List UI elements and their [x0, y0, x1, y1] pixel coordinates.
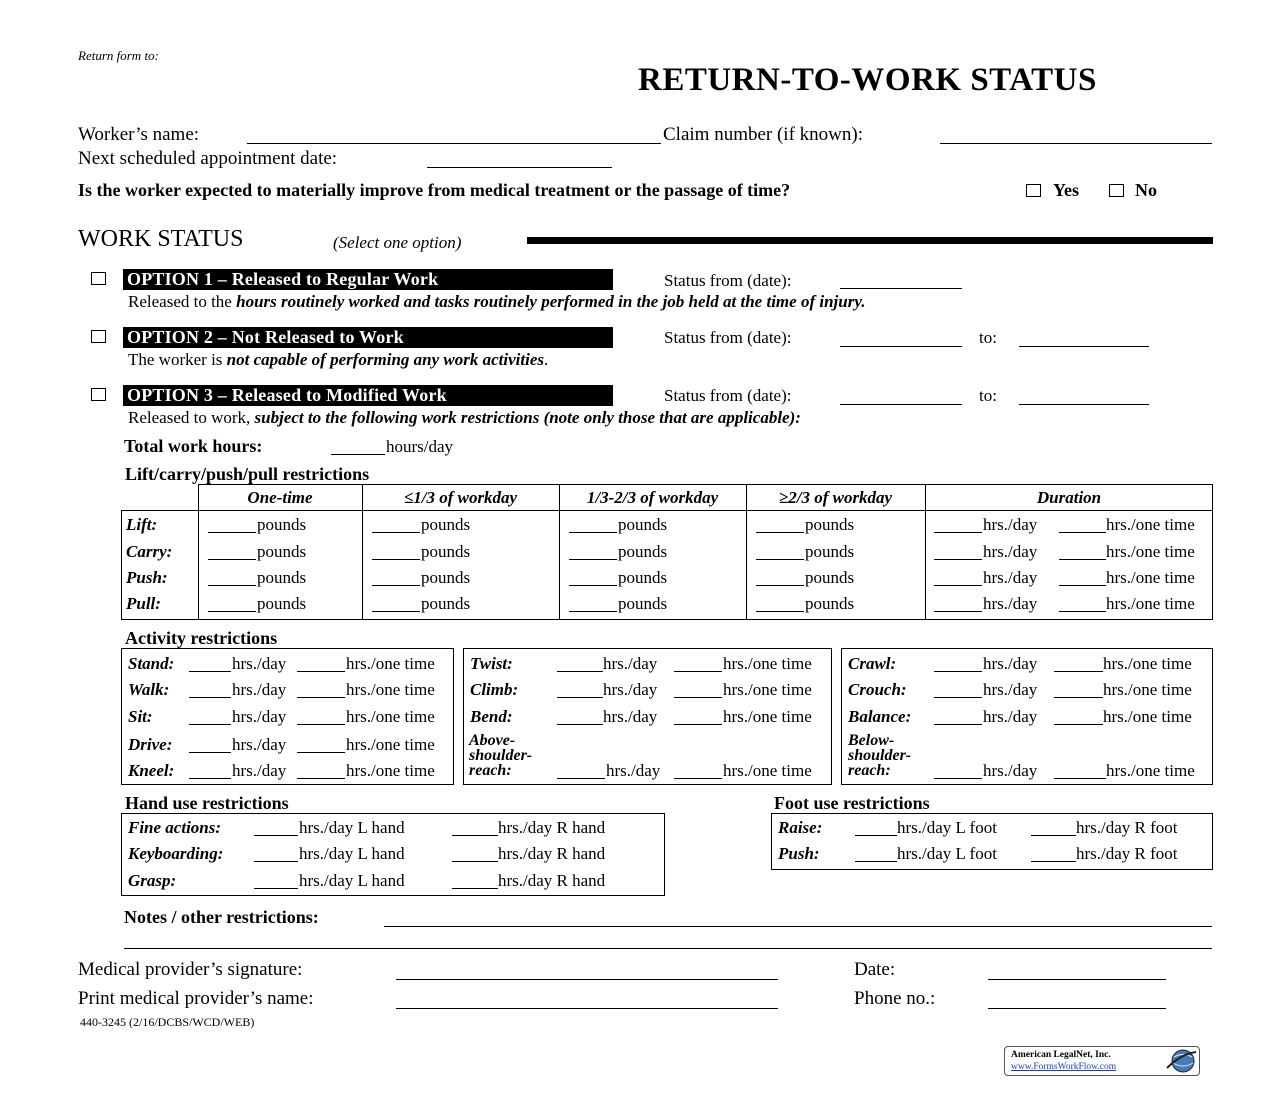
lift-column-header: ≤1/3 of workday	[403, 488, 518, 507]
lift-pounds-field[interactable]	[208, 611, 256, 612]
lift-pounds-field[interactable]	[569, 585, 617, 586]
option3-status-from-label: Status from (date):	[664, 386, 792, 405]
activity-hours-day-unit: hrs./day	[983, 680, 1038, 699]
hand-right-unit: hrs./day R hand	[498, 818, 606, 837]
notes-field-line2[interactable]	[124, 948, 1212, 949]
foot-heading: Foot use restrictions	[774, 793, 930, 813]
option1-status-from-label: Status from (date):	[664, 271, 792, 290]
foot-left-unit: hrs./day L foot	[897, 818, 997, 837]
lift-hours-onetime-field[interactable]	[1059, 611, 1106, 612]
above-shoulder-reach-label: reach:	[469, 762, 512, 779]
hand-row-label: Grasp:	[128, 871, 177, 890]
lift-column-header: Duration	[1036, 488, 1102, 507]
activity-hours-day-field[interactable]	[934, 724, 982, 725]
lift-pounds-field[interactable]	[569, 532, 617, 533]
phone-field[interactable]	[988, 1008, 1166, 1009]
activity-hours-day-field[interactable]	[189, 697, 231, 698]
hand-row-label: Fine actions:	[128, 818, 222, 837]
american-legalnet-logo	[1004, 1046, 1200, 1076]
foot-right-unit: hrs./day R foot	[1076, 844, 1178, 863]
option2-header: OPTION 2 – Not Released to Work	[123, 327, 613, 348]
activity-row-label: Bend:	[470, 707, 513, 726]
activity-hours-onetime-field[interactable]	[297, 752, 345, 753]
activity-hours-onetime-unit: hrs./one time	[346, 654, 435, 673]
signature-field[interactable]	[396, 979, 778, 980]
below-shoulder-reach-label: shoulder-	[848, 747, 912, 764]
activity-hours-onetime-field[interactable]	[297, 671, 345, 672]
lift-hours-onetime-field[interactable]	[1059, 585, 1106, 586]
lift-pounds-unit: pounds	[421, 594, 471, 613]
work-status-rule	[527, 237, 1213, 244]
lift-pounds-field[interactable]	[756, 532, 804, 533]
lift-pounds-field[interactable]	[208, 532, 256, 533]
lift-pounds-unit: pounds	[257, 594, 307, 613]
activity-hours-day-field[interactable]	[189, 778, 231, 779]
worker-name-field[interactable]	[247, 143, 661, 144]
activity-hours-onetime-unit: hrs./one time	[346, 735, 435, 754]
activity-hours-day-field[interactable]	[934, 778, 982, 779]
activity-hours-day-unit: hrs./day	[983, 654, 1038, 673]
return-form-to-label: Return form to:	[78, 48, 159, 63]
activity-hours-onetime-field[interactable]	[674, 724, 722, 725]
option1-description: Released to the hours routinely worked and tasks routinely performed in the job held at the time of injury.	[128, 292, 866, 311]
phone-label: Phone no.:	[854, 988, 936, 1009]
lift-hours-day-unit: hrs./day	[983, 568, 1038, 587]
improve-no-checkbox[interactable]	[1109, 184, 1124, 197]
option2-status-from-label: Status from (date):	[664, 328, 792, 347]
total-hours-label: Total work hours:	[124, 436, 263, 456]
foot-left-unit: hrs./day L foot	[897, 844, 997, 863]
lift-hours-day-field[interactable]	[934, 611, 982, 612]
activity-hours-day-field[interactable]	[189, 752, 231, 753]
above-shoulder-reach-label: Above-	[469, 732, 516, 749]
print-name-field[interactable]	[396, 1008, 778, 1009]
activity-hours-onetime-unit: hrs./one time	[1103, 707, 1192, 726]
activity-hours-day-field[interactable]	[934, 697, 982, 698]
activity-hours-day-field[interactable]	[189, 671, 231, 672]
activity-hours-day-field[interactable]	[557, 724, 603, 725]
lift-hours-day-unit: hrs./day	[983, 594, 1038, 613]
foot-left-hours-field[interactable]	[855, 835, 897, 836]
lift-row-label: Lift:	[126, 515, 158, 534]
activity-row-label: Kneel:	[128, 761, 175, 780]
activity-hours-onetime-field[interactable]	[674, 778, 722, 779]
hand-row-label: Keyboarding:	[128, 844, 224, 863]
lift-pounds-unit: pounds	[618, 568, 668, 587]
lift-hours-day-unit: hrs./day	[983, 542, 1038, 561]
date-label: Date:	[854, 959, 896, 980]
activity-hours-day-unit: hrs./day	[232, 735, 287, 754]
globe-icon	[1165, 1048, 1197, 1075]
appointment-date-label: Next scheduled appointment date:	[78, 148, 338, 169]
option2-status-from-field[interactable]	[840, 346, 962, 347]
activity-hours-day-field[interactable]	[934, 671, 982, 672]
activity-hours-day-unit: hrs./day	[983, 761, 1038, 780]
lift-hours-onetime-field[interactable]	[1059, 559, 1106, 560]
activity-hours-day-unit: hrs./day	[983, 707, 1038, 726]
activity-hours-onetime-field[interactable]	[297, 697, 345, 698]
hand-right-hours-field[interactable]	[452, 888, 498, 889]
lift-pounds-field[interactable]	[569, 559, 617, 560]
activity-hours-day-unit: hrs./day	[232, 761, 287, 780]
option1-header: OPTION 1 – Released to Regular Work	[123, 269, 613, 290]
lift-hours-onetime-unit: hrs./one time	[1106, 594, 1195, 613]
activity-hours-onetime-field[interactable]	[1054, 778, 1106, 779]
activity-hours-onetime-unit: hrs./one time	[346, 680, 435, 699]
activity-hours-onetime-field[interactable]	[674, 671, 722, 672]
activity-row-label: Stand:	[128, 654, 175, 673]
lift-pounds-unit: pounds	[421, 515, 471, 534]
page-title: RETURN-TO-WORK STATUS	[638, 62, 1097, 98]
signature-label: Medical provider’s signature:	[78, 959, 303, 980]
hand-right-unit: hrs./day R hand	[498, 844, 606, 863]
hand-left-unit: hrs./day L hand	[299, 871, 405, 890]
lift-pounds-field[interactable]	[372, 611, 420, 612]
below-shoulder-reach-label: Below-	[848, 732, 895, 749]
activity-hours-onetime-unit: hrs./one time	[346, 707, 435, 726]
lift-pounds-unit: pounds	[257, 568, 307, 587]
activity-row-label: Crawl:	[848, 654, 897, 673]
lift-hours-onetime-unit: hrs./one time	[1106, 568, 1195, 587]
activity-row-label: Crouch:	[848, 680, 907, 699]
lift-pounds-unit: pounds	[421, 542, 471, 561]
lift-pounds-unit: pounds	[805, 542, 855, 561]
total-hours-field[interactable]	[331, 454, 385, 455]
lift-pounds-unit: pounds	[618, 542, 668, 561]
hand-left-hours-field[interactable]	[254, 888, 298, 889]
activity-row-label: Drive:	[128, 735, 173, 754]
activity-hours-day-field[interactable]	[557, 671, 603, 672]
activity-hours-onetime-unit: hrs./one time	[1103, 654, 1192, 673]
lift-pounds-field[interactable]	[372, 532, 420, 533]
claim-number-label: Claim number (if known):	[663, 124, 863, 145]
activity-hours-onetime-field[interactable]	[297, 724, 345, 725]
activity-hours-day-unit: hrs./day	[232, 707, 287, 726]
hand-right-hours-field[interactable]	[452, 835, 498, 836]
activity-hours-day-unit: hrs./day	[603, 707, 658, 726]
lift-pounds-field[interactable]	[756, 585, 804, 586]
activity-hours-onetime-field[interactable]	[1054, 724, 1103, 725]
lift-table-header-border	[121, 510, 1213, 511]
option3-to-field[interactable]	[1019, 404, 1149, 405]
lift-pounds-field[interactable]	[756, 611, 804, 612]
foot-row-label: Raise:	[778, 818, 823, 837]
logo-company: American LegalNet, Inc.	[1011, 1050, 1111, 1060]
activity-hours-day-unit: hrs./day	[606, 761, 661, 780]
below-shoulder-reach-label: reach:	[848, 762, 891, 779]
option2-to-field[interactable]	[1019, 346, 1149, 347]
activity-hours-onetime-unit: hrs./one time	[723, 761, 812, 780]
hand-left-unit: hrs./day L hand	[299, 844, 405, 863]
lift-pounds-field[interactable]	[569, 611, 617, 612]
lift-pounds-unit: pounds	[805, 515, 855, 534]
lift-column-header: 1/3-2/3 of workday	[586, 488, 719, 507]
lift-table-left-border	[121, 510, 122, 620]
improve-question: Is the worker expected to materially improve from medical treatment or the passage of time?	[78, 180, 791, 200]
foot-right-hours-field[interactable]	[1031, 835, 1076, 836]
lift-row-label: Pull:	[126, 594, 161, 613]
worker-name-label: Worker’s name:	[78, 124, 200, 145]
activity-hours-onetime-unit: hrs./one time	[1103, 680, 1192, 699]
activity-hours-onetime-unit: hrs./one time	[723, 680, 812, 699]
notes-field-line1[interactable]	[384, 926, 1212, 927]
activity-row-label: Twist:	[470, 654, 513, 673]
lift-hours-onetime-unit: hrs./one time	[1106, 542, 1195, 561]
lift-hours-day-field[interactable]	[934, 559, 982, 560]
option2-description: The worker is not capable of performing any work activities.	[128, 350, 549, 369]
option1-checkbox[interactable]	[91, 272, 106, 285]
activity-hours-day-unit: hrs./day	[232, 654, 287, 673]
activity-row-label: Balance:	[848, 707, 912, 726]
option3-description: Released to work, subject to the following work restrictions (note only those that are applicable):	[128, 408, 801, 427]
lift-pounds-field[interactable]	[208, 559, 256, 560]
activity-hours-day-unit: hrs./day	[603, 680, 658, 699]
activity-row-label: Sit:	[128, 707, 153, 726]
hand-left-unit: hrs./day L hand	[299, 818, 405, 837]
activity-hours-onetime-field[interactable]	[1054, 697, 1103, 698]
foot-row-label: Push:	[778, 844, 820, 863]
activity-hours-onetime-field[interactable]	[297, 778, 345, 779]
hand-right-hours-field[interactable]	[452, 861, 498, 862]
activity-hours-onetime-field[interactable]	[674, 697, 722, 698]
activity-row-label: Walk:	[128, 680, 170, 699]
lift-pounds-unit: pounds	[805, 568, 855, 587]
lift-pounds-field[interactable]	[208, 585, 256, 586]
lift-hours-day-unit: hrs./day	[983, 515, 1038, 534]
work-status-subheading: (Select one option)	[333, 233, 462, 252]
foot-left-hours-field[interactable]	[855, 861, 897, 862]
lift-pounds-field[interactable]	[372, 585, 420, 586]
improve-no-label: No	[1135, 180, 1157, 200]
option1-status-from-field[interactable]	[840, 288, 962, 289]
lift-column-header: ≥2/3 of workday	[778, 488, 893, 507]
appointment-date-field[interactable]	[427, 167, 612, 168]
lift-table-top-border	[198, 484, 1213, 485]
activity-hours-onetime-unit: hrs./one time	[723, 654, 812, 673]
activity-hours-day-unit: hrs./day	[232, 680, 287, 699]
lift-hours-onetime-field[interactable]	[1059, 532, 1106, 533]
activity-row-label: Climb:	[470, 680, 519, 699]
activity-hours-onetime-unit: hrs./one time	[1106, 761, 1195, 780]
lift-column-header: One-time	[247, 488, 313, 507]
date-field[interactable]	[988, 979, 1166, 980]
total-hours-unit: hours/day	[386, 437, 454, 456]
activity-hours-day-field[interactable]	[557, 697, 603, 698]
work-status-heading: WORK STATUS	[78, 226, 244, 252]
activity-hours-day-field[interactable]	[189, 724, 231, 725]
lift-pounds-field[interactable]	[372, 559, 420, 560]
option3-header: OPTION 3 – Released to Modified Work	[123, 385, 613, 406]
lift-heading: Lift/carry/push/pull restrictions	[125, 464, 370, 484]
notes-label: Notes / other restrictions:	[124, 907, 319, 927]
lift-hours-day-field[interactable]	[934, 532, 982, 533]
lift-pounds-unit: pounds	[421, 568, 471, 587]
lift-row-label: Push:	[126, 568, 168, 587]
activity-hours-day-field[interactable]	[557, 778, 605, 779]
lift-pounds-unit: pounds	[618, 594, 668, 613]
lift-pounds-field[interactable]	[756, 559, 804, 560]
lift-row-label: Carry:	[126, 542, 173, 561]
hand-heading: Hand use restrictions	[125, 793, 289, 813]
lift-pounds-unit: pounds	[257, 515, 307, 534]
option3-checkbox[interactable]	[91, 388, 106, 401]
option3-to-label: to:	[979, 386, 997, 405]
hand-right-unit: hrs./day R hand	[498, 871, 606, 890]
lift-hours-day-field[interactable]	[934, 585, 982, 586]
activity-hours-onetime-unit: hrs./one time	[723, 707, 812, 726]
form-number: 440-3245 (2/16/DCBS/WCD/WEB)	[80, 1015, 255, 1029]
hand-left-hours-field[interactable]	[254, 861, 298, 862]
activity-hours-onetime-field[interactable]	[1054, 671, 1103, 672]
lift-pounds-unit: pounds	[805, 594, 855, 613]
claim-number-field[interactable]	[940, 143, 1212, 144]
print-name-label: Print medical provider’s name:	[78, 988, 314, 1009]
hand-left-hours-field[interactable]	[254, 835, 298, 836]
activity-hours-onetime-unit: hrs./one time	[346, 761, 435, 780]
above-shoulder-reach-label: shoulder-	[469, 747, 533, 764]
option2-to-label: to:	[979, 328, 997, 347]
lift-pounds-unit: pounds	[618, 515, 668, 534]
foot-right-hours-field[interactable]	[1031, 861, 1076, 862]
option3-status-from-field[interactable]	[840, 404, 962, 405]
lift-hours-onetime-unit: hrs./one time	[1106, 515, 1195, 534]
improve-yes-checkbox[interactable]	[1026, 184, 1041, 197]
activity-hours-day-unit: hrs./day	[603, 654, 658, 673]
activity-heading: Activity restrictions	[125, 628, 278, 648]
logo-url[interactable]: www.FormsWorkFlow.com	[1011, 1062, 1117, 1072]
option2-checkbox[interactable]	[91, 330, 106, 343]
improve-yes-label: Yes	[1053, 180, 1079, 200]
foot-right-unit: hrs./day R foot	[1076, 818, 1178, 837]
lift-pounds-unit: pounds	[257, 542, 307, 561]
